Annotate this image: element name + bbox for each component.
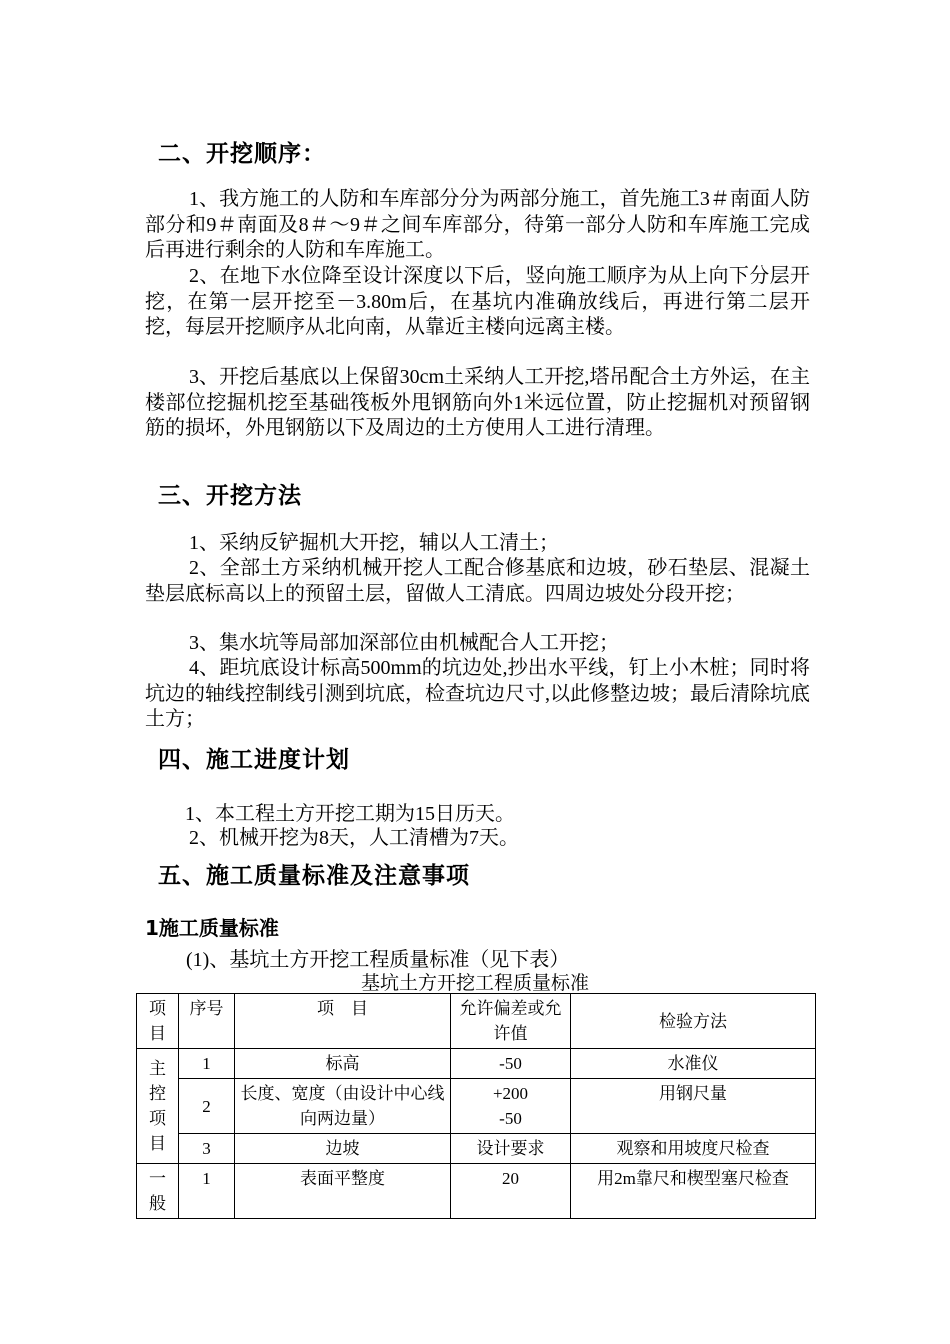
row-method: 水准仪 [571, 1049, 816, 1079]
paragraph-order-1: 1、我方施工的人防和车库部分分为两部分施工，首先施工3＃南面人防部分和9＃南面及8＃～9＃之间车库部分，待第一部分人防和车库施工完成后再进行剩余的人防和车库施工。 [145, 188, 810, 261]
row-method: 观察和用坡度尺检查 [571, 1134, 816, 1164]
row-value [451, 1079, 571, 1134]
table-header-row [137, 994, 816, 1049]
row-item: 标高 [235, 1049, 451, 1079]
header-item: 项 目 [235, 994, 451, 1049]
table-caption: 基坑土方开挖工程质量标准 [360, 973, 589, 994]
paragraph-method-4: 4、距坑底设计标高500mm的坑边处,抄出水平线，钉上小木桩；同时将坑边的轴线控制线引测到坑底，检查坑边尺寸,以此修整边坡；最后清除坑底土方； [145, 657, 810, 730]
paragraph-method-2: 2、全部土方采纳机械开挖人工配合修基底和边坡，砂石垫层、混凝土垫层底标高以上的预留土层，留做人工清底。四周边坡处分段开挖； [145, 557, 810, 605]
quality-standard-table [136, 993, 816, 1219]
schedule-line-2: 2、机械开挖为8天，人工清槽为7天。 [189, 827, 519, 849]
section-heading-order: 二、开挖顺序： [158, 141, 326, 167]
subheading-quality-standard: 1施工质量标准 [145, 916, 279, 940]
row-value-lower: -50 [499, 1109, 522, 1128]
group-main-control: 主控项目 [137, 1049, 179, 1164]
header-inspection-method: 检验方法 [571, 994, 816, 1049]
schedule-line-1: 1、本工程土方开挖工期为15日历天。 [185, 803, 515, 825]
row-no: 3 [179, 1134, 235, 1164]
header-category: 项目 [137, 994, 179, 1049]
paragraph-method-3: 3、集水坑等局部加深部位由机械配合人工开挖； [189, 632, 619, 654]
table-row [137, 1079, 816, 1134]
section-heading-quality: 五、施工质量标准及注意事项 [158, 863, 470, 889]
section-heading-method: 三、开挖方法 [158, 483, 302, 509]
row-no: 1 [179, 1164, 235, 1219]
table-row [137, 1134, 816, 1164]
row-item: 表面平整度 [235, 1164, 451, 1219]
header-allowance: 允许偏差或允许值 [451, 994, 571, 1049]
row-method: 用2m靠尺和楔型塞尺检查 [571, 1164, 816, 1219]
paragraph-order-2: 2、在地下水位降至设计深度以下后，竖向施工顺序为从上向下分层开挖，在第一层开挖至－3.80m后，在基坑内准确放线后，再进行第二层开挖，每层开挖顺序从北向南，从靠近主楼向远离主楼。 [145, 265, 810, 338]
table-row [137, 1049, 816, 1079]
table-intro: (1)、基坑土方开挖工程质量标准（见下表） [186, 949, 570, 971]
row-item: 长度、宽度（由设计中心线向两边量） [235, 1079, 451, 1134]
row-value: 设计要求 [451, 1134, 571, 1164]
table-row [137, 1164, 816, 1219]
row-value: -50 [451, 1049, 571, 1079]
row-method: 用钢尺量 [571, 1079, 816, 1134]
group-general: 一般 [137, 1164, 179, 1219]
paragraph-method-1: 1、采纳反铲掘机大开挖，辅以人工清土； [189, 532, 559, 554]
row-no: 1 [179, 1049, 235, 1079]
row-value-upper: +200 [492, 1084, 529, 1103]
row-item: 边坡 [235, 1134, 451, 1164]
paragraph-order-3: 3、开挖后基底以上保留30cm土采纳人工开挖,塔吊配合土方外运，在主楼部位挖掘机挖至基础筏板外甩钢筋向外1米远位置，防止挖掘机对预留钢筋的损坏，外甩钢筋以下及周边的土方使用人工进行清理。 [145, 366, 810, 439]
row-no: 2 [179, 1079, 235, 1134]
section-heading-schedule: 四、施工进度计划 [158, 747, 350, 773]
header-seq: 序号 [179, 994, 235, 1049]
row-value: 20 [451, 1164, 571, 1219]
